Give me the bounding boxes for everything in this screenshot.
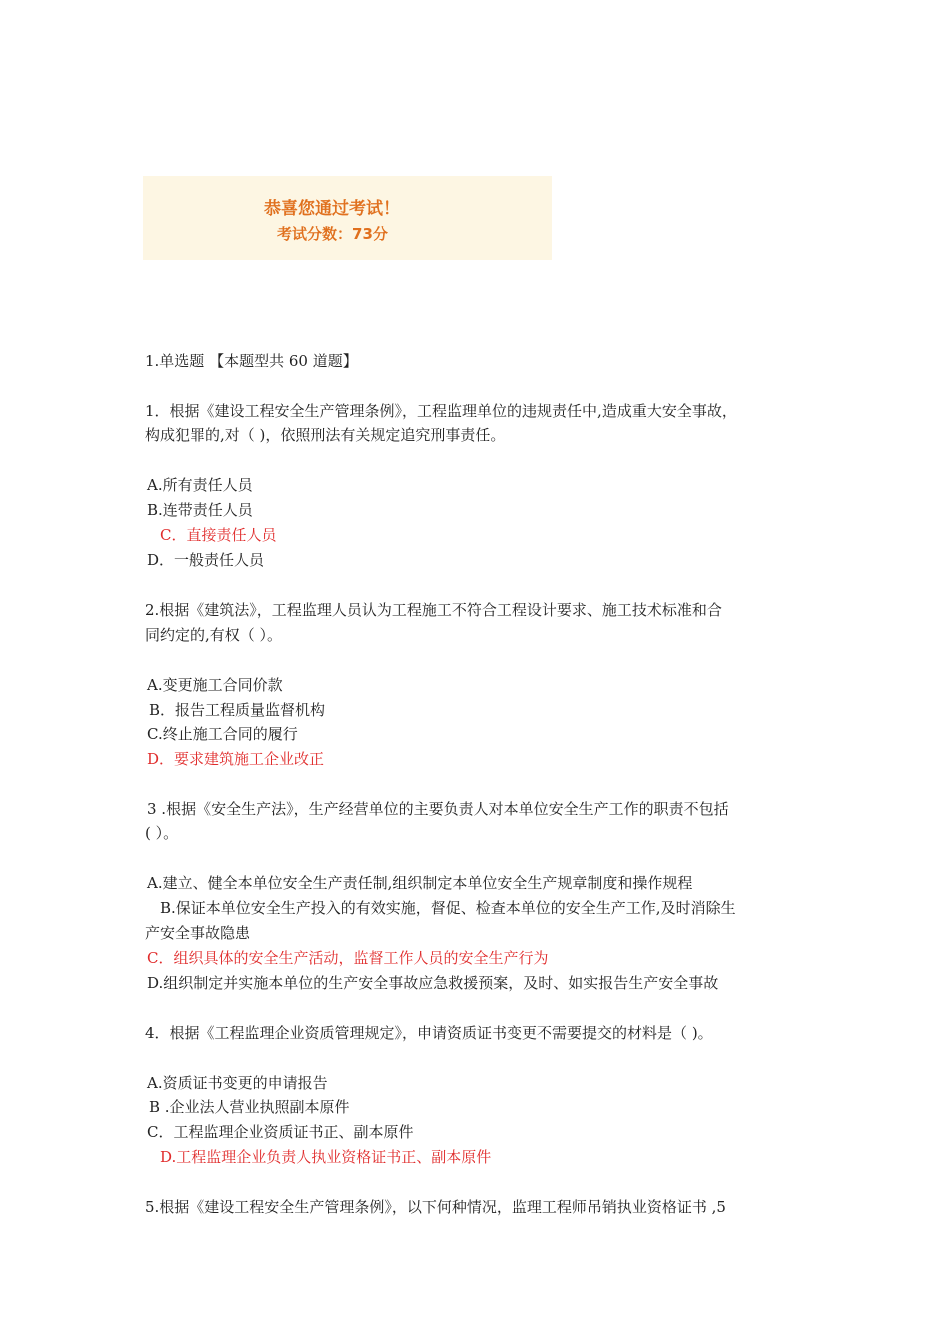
question-3-line-1: 3 .根据《安全生产法》，生产经营单位的主要负责人对本单位安全生产工作的职责不包括 [147, 800, 729, 818]
question-2-option-d-correct: D．要求建筑施工企业改正 [147, 750, 325, 768]
question-2-option-a: A.变更施工合同价款 [147, 676, 283, 694]
exam-score: 考试分数：73分 [277, 225, 388, 243]
question-2-option-c: C.终止施工合同的履行 [147, 725, 298, 743]
question-4-option-d-correct: D.工程监理企业负责人执业资格证书正、副本原件 [160, 1148, 492, 1166]
question-1-line-2: 构成犯罪的,对（ )，依照刑法有关规定追究刑事责任。 [145, 426, 506, 444]
exam-result-banner [143, 176, 552, 260]
congrats-message: 恭喜您通过考试！ [264, 199, 400, 219]
question-3-line-2: ( ）。 [145, 824, 179, 842]
section-header: 1.单选题 【本题型共 60 道题】 [145, 352, 358, 370]
question-3-option-b-continued: 产安全事故隐患 [145, 924, 251, 942]
question-1-option-a: A.所有责任人员 [147, 476, 253, 494]
question-2-line-1: 2.根据《建筑法》，工程监理人员认为工程施工不符合工程设计要求、施工技术标准和合 [145, 601, 722, 619]
question-3-option-a: A.建立、健全本单位安全生产责任制,组织制定本单位安全生产规章制度和操作规程 [147, 874, 693, 892]
question-1-option-d: D．一般责任人员 [147, 551, 265, 569]
question-4-line-1: 4．根据《工程监理企业资质管理规定》，申请资质证书变更不需要提交的材料是（ )。 [145, 1024, 713, 1042]
question-3-option-b: B.保证本单位安全生产投入的有效实施，督促、检查本单位的安全生产工作,及时消除生 [160, 899, 736, 917]
question-1-line-1: 1．根据《建设工程安全生产管理条例》，工程监理单位的违规责任中,造成重大安全事故， [145, 402, 737, 420]
question-2-line-2: 同约定的,有权（ ）。 [145, 626, 283, 644]
question-5-line-1: 5.根据《建设工程安全生产管理条例》，以下何种情况，监理工程师吊销执业资格证书 ,5 [145, 1198, 726, 1216]
question-3-option-d: D.组织制定并实施本单位的生产安全事故应急救援预案，及时、如实报告生产安全事故 [147, 974, 719, 992]
question-2-option-b: B．报告工程质量监督机构 [149, 701, 326, 719]
question-1-option-b: B.连带责任人员 [147, 501, 253, 519]
question-4-option-c: C．工程监理企业资质证书正、副本原件 [147, 1123, 414, 1141]
question-4-option-b: B .企业法人营业执照副本原件 [149, 1098, 350, 1116]
question-3-option-c-correct: C．组织具体的安全生产活动，监督工作人员的安全生产行为 [147, 949, 549, 967]
question-4-option-a: A.资质证书变更的申请报告 [147, 1074, 328, 1092]
question-1-option-c-correct: C．直接责任人员 [160, 526, 277, 544]
